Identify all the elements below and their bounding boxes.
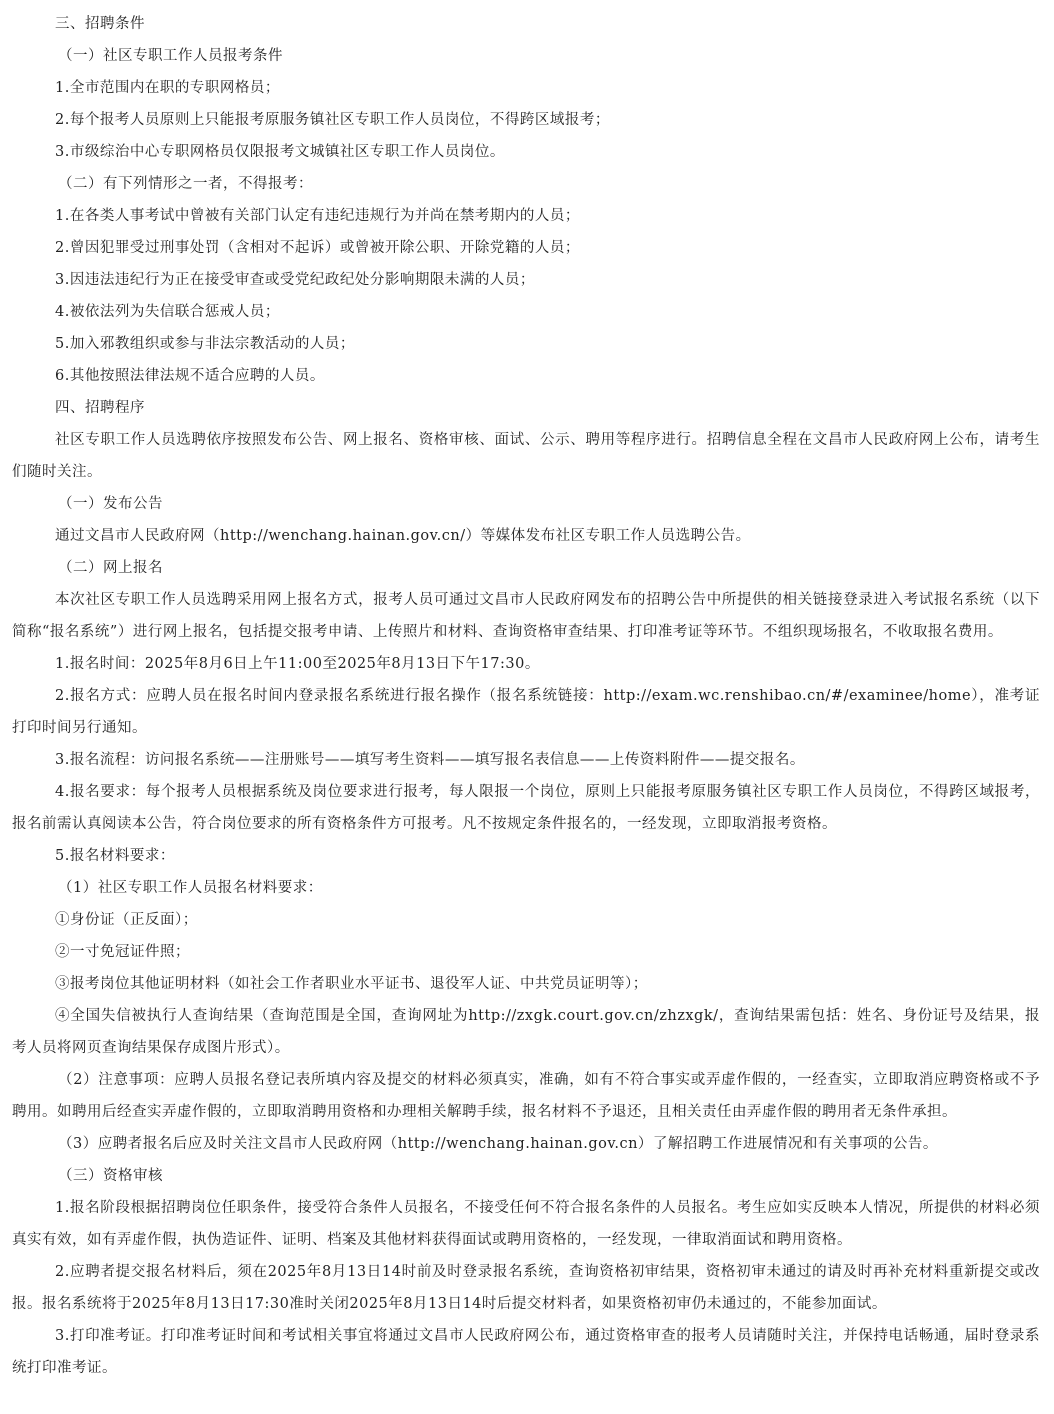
paragraph: 3.因违法违纪行为正在接受审查或受党纪政纪处分影响期限未满的人员； xyxy=(55,272,535,288)
paragraph: 2.曾因犯罪受过刑事处罚（含相对不起诉）或曾被开除公职、开除党籍的人员； xyxy=(55,240,580,256)
paragraph: 1.报名时间：2025年8月6日上午11:00至2025年8月13日下午17:30。 xyxy=(55,656,540,672)
paragraph: 2.应聘者提交报名材料后，须在2025年8月13日14时前及时登录报名系统，查询资格初审结果，资格初审未通过的请及时再补充材料重新提交或改报。报名系统将于2025年8月13日17:30准时关闭2025年8月13日14时后提交材料者，如果资格初审仍未通过的，不能参加面试。 xyxy=(12,1264,1040,1312)
paragraph: 2.报名方式：应聘人员在报名时间内登录报名系统进行报名操作（报名系统链接：http://exam.wc.renshibao.cn/#/examinee/home），准考证打印时间另行通知。 xyxy=(12,688,1040,736)
subheading-qualification-review: （三）资格审核 xyxy=(58,1168,163,1184)
paragraph: 本次社区专职工作人员选聘采用网上报名方式，报考人员可通过文昌市人民政府网发布的招聘公告中所提供的相关链接登录进入考试报名系统（以下简称“报名系统”）进行网上报名，包括提交报考申请、上传照片和材料、查询资格审查结果、打印准考证等环节。不组织现场报名，不收取报名费用。 xyxy=(12,592,1040,640)
section-heading-recruitment-conditions: 三、招聘条件 xyxy=(55,16,145,32)
list-item: ②一寸免冠证件照； xyxy=(55,944,190,960)
paragraph: 2.每个报考人员原则上只能报考原服务镇社区专职工作人员岗位，不得跨区域报考； xyxy=(55,112,610,128)
paragraph: 4.报名要求：每个报考人员根据系统及岗位要求进行报考，每人限报一个岗位，原则上只能报考原服务镇社区专职工作人员岗位，不得跨区域报考，报名前需认真阅读本公告，符合岗位要求的所有资格条件方可报考。凡不按规定条件报名的，一经发现，立即取消报考资格。 xyxy=(12,784,1040,832)
subheading-announcement: （一）发布公告 xyxy=(58,496,163,512)
paragraph: 5.报名材料要求： xyxy=(55,848,175,864)
paragraph: 3.市级综治中心专职网格员仅限报考文城镇社区专职工作人员岗位。 xyxy=(55,144,505,160)
paragraph: 通过文昌市人民政府网（http://wenchang.hainan.gov.cn/）等媒体发布社区专职工作人员选聘公告。 xyxy=(55,528,751,544)
subheading-material-requirements: （1）社区专职工作人员报名材料要求： xyxy=(58,880,323,896)
subheading-eligibility: （一）社区专职工作人员报考条件 xyxy=(58,48,283,64)
paragraph: 1.报名阶段根据招聘岗位任职条件，接受符合条件人员报名，不接受任何不符合报名条件的人员报名。考生应如实反映本人情况，所提供的材料必须真实有效，如有弄虚作假，执伪造证件、证明、档案及其他材料获得面试或聘用资格的，一经发现，一律取消面试和聘用资格。 xyxy=(12,1200,1040,1248)
paragraph: 4.被依法列为失信联合惩戒人员； xyxy=(55,304,280,320)
paragraph: 1.全市范围内在职的专职网格员； xyxy=(55,80,280,96)
paragraph-notes: （2）注意事项：应聘人员报名登记表所填内容及提交的材料必须真实，准确，如有不符合事实或弄虚作假的，一经查实，立即取消应聘资格或不予聘用。如聘用后经查实弄虚作假的，立即取消聘用资格和办理相关解聘手续，报名材料不予退还，且相关责任由弄虚作假的聘用者无条件承担。 xyxy=(12,1072,1040,1120)
paragraph-follow-updates: （3）应聘者报名后应及时关注文昌市人民政府网（http://wenchang.hainan.gov.cn）了解招聘工作进展情况和有关事项的公告。 xyxy=(58,1136,938,1152)
subheading-online-registration: （二）网上报名 xyxy=(58,560,163,576)
paragraph: 社区专职工作人员选聘依序按照发布公告、网上报名、资格审核、面试、公示、聘用等程序进行。招聘信息全程在文昌市人民政府网上公布，请考生们随时关注。 xyxy=(12,432,1040,480)
paragraph: 6.其他按照法律法规不适合应聘的人员。 xyxy=(55,368,325,384)
paragraph: 3.打印准考证。打印准考证时间和考试相关事宜将通过文昌市人民政府网公布，通过资格审查的报考人员请随时关注，并保持电话畅通，届时登录系统打印准考证。 xyxy=(12,1328,1040,1376)
list-item: ①身份证（正反面）； xyxy=(55,912,198,928)
list-item: ③报考岗位其他证明材料（如社会工作者职业水平证书、退役军人证、中共党员证明等）； xyxy=(55,976,648,992)
section-heading-recruitment-procedure: 四、招聘程序 xyxy=(55,400,145,416)
subheading-disqualifications: （二）有下列情形之一者，不得报考： xyxy=(58,176,313,192)
paragraph: 5.加入邪教组织或参与非法宗教活动的人员； xyxy=(55,336,355,352)
paragraph: 3.报名流程：访问报名系统——注册账号——填写考生资料——填写报名表信息——上传资料附件——提交报名。 xyxy=(55,752,805,768)
list-item: ④全国失信被执行人查询结果（查询范围是全国，查询网址为http://zxgk.court.gov.cn/zhzxgk/，查询结果需包括：姓名、身份证号及结果，报考人员将网页查询结果保存成图片形式）。 xyxy=(12,1008,1040,1056)
paragraph: 1.在各类人事考试中曾被有关部门认定有违纪违规行为并尚在禁考期内的人员； xyxy=(55,208,580,224)
